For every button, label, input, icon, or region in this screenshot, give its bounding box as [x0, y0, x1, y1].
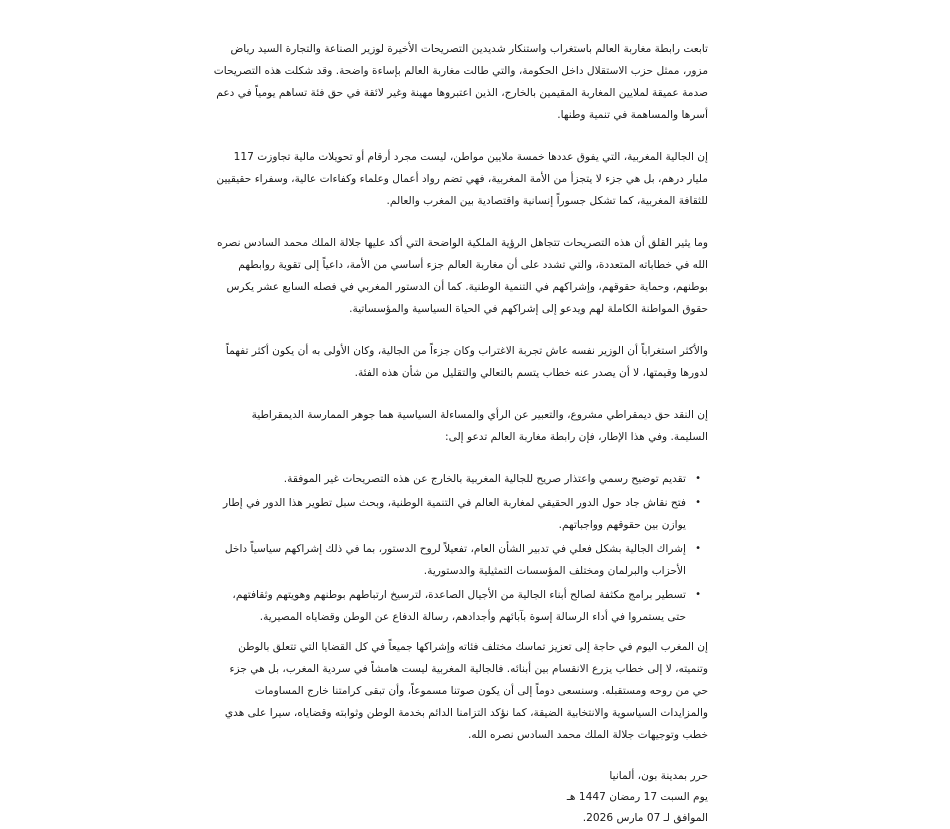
list-item [212, 492, 701, 536]
signature-hijri-date: يوم السبت 17 رمضان 1447 هـ [566, 791, 708, 803]
paragraph-minister: والأكثر استغراباً أن الوزير نفسه عاش تجربة الاغتراب وكان جزءاً من الجالية، وكان الأولى به أن يكون أكثر تفهماً لدورها وقيمتها، لا أن يصدر عنه خطاب يتسم بالتعالي والتقليل من شأن هذه الفئة. [225, 345, 708, 379]
list-item [212, 538, 701, 582]
demand-text: تقديم توضيح رسمي واعتذار صريح للجالية المغربية بالخارج عن هذه التصريحات غير الموفقة. [283, 473, 686, 485]
signature-gregorian-date: الموافق لـ 07 مارس 2026. [582, 812, 708, 824]
bullet-icon: • [695, 589, 701, 600]
demand-text: فتح نقاش جاد حول الدور الحقيقي لمغاربة العالم في التنمية الوطنية، وبحث سبل تطوير هذا الدور في إطار يوازن بين حقوقهم وواجباتهم. [223, 497, 686, 531]
demands-list [212, 468, 708, 628]
list-item [212, 584, 701, 628]
demand-text: تسطير برامج مكثفة لصالح أبناء الجالية من الأجيال الصاعدة، لترسيخ ارتباطهم بوطنهم وهويتهم وثقافتهم، حتى يستمروا في أداء الرسالة إسوة بآبائهم وأجدادهم، رسالة الدفاع عن الوطن وقضاياه المصيرية. [232, 589, 686, 623]
signature-place: حرر بمدينة بون، ألمانيا [609, 770, 708, 782]
demand-text: إشراك الجالية بشكل فعلي في تدبير الشأن العام، تفعيلاً لروح الدستور، بما في ذلك إشراكهم سياسياً داخل الأحزاب والبرلمان ومختلف المؤسسات التمثيلية والدستورية. [224, 543, 686, 577]
paragraph-intro: تابعت رابطة مغاربة العالم باستغراب واستنكار شديدين التصريحات الأخيرة لوزير الصناعة والتجارة السيد رياض مزور، ممثل حزب الاستقلال داخل الحكومة، والتي طالت مغاربة العالم بإساءة واضحة. وقد شكلت هذه التصريحات صدمة عميقة لملايين المغاربة المقيمين بالخارج، الذين اعتبروها مهينة وغير لائقة في حق فئة تساهم يومياً في دعم أسرها والمساهمة في تنمية وطنها. [213, 43, 708, 121]
bullet-icon: • [695, 497, 701, 508]
bullet-icon: • [695, 543, 701, 554]
statement-document [212, 38, 708, 829]
paragraph-closing: إن المغرب اليوم في حاجة إلى تعزيز تماسك مختلف فئاته وإشراكها جميعاً في كل القضايا التي تتعلق بالوطن وتنميته، لا إلى خطاب يزرع الانقسام بين أبنائه. فالجالية المغربية ليست هامشاً في سردية المغرب، بل هي جزء حي من روحه ومستقبله. وسنسعى دوماً إلى أن يكون صوتنا مسموعاً، وأن تبقى كرامتنا خارج المساومات والمزايدات السياسوية والانتخابية الضيقة، كما نؤكد التزامنا الدائم بخدمة الوطن وثوابته وقضاياه، سيرا على هدي خطب وتوجيهات جلالة الملك محمد السادس نصره الله. [224, 641, 708, 741]
signature-block [212, 766, 708, 829]
bullet-icon: • [695, 473, 701, 484]
paragraph-diaspora: إن الجالية المغربية، التي يفوق عددها خمسة ملايين مواطن، ليست مجرد أرقام أو تحويلات مالية تجاوزت 117 مليار درهم، بل هي جزء لا يتجزأ من الأمة المغربية، فهي تضم رواد أعمال وعلماء وكفاءات عالية، وسفراء حقيقيين للثقافة المغربية، كما تشكل جسوراً إنسانية واقتصادية بين المغرب والعالم. [216, 151, 708, 207]
paragraph-royal-vision: وما يثير القلق أن هذه التصريحات تتجاهل الرؤية الملكية الواضحة التي أكد عليها جلالة الملك محمد السادس نصره الله في خطاباته المتعددة، والتي تشدد على أن مغاربة العالم جزء أساسي من الأمة، داعياً إلى تقوية روابطهم بوطنهم، وحماية حقوقهم، وإشراكهم في التنمية الوطنية. كما أن الدستور المغربي في فصله السابع عشر يكرس حقوق المواطنة الكاملة لهم ويدعو إلى إشراكهم في الحياة السياسية والمؤسساتية. [217, 237, 708, 315]
paragraph-demands-intro: إن النقد حق ديمقراطي مشروع، والتعبير عن الرأي والمساءلة السياسية هما جوهر الممارسة الديمقراطية السليمة. وفي هذا الإطار، فإن رابطة مغاربة العالم تدعو إلى: [251, 409, 708, 443]
list-item [212, 468, 701, 490]
